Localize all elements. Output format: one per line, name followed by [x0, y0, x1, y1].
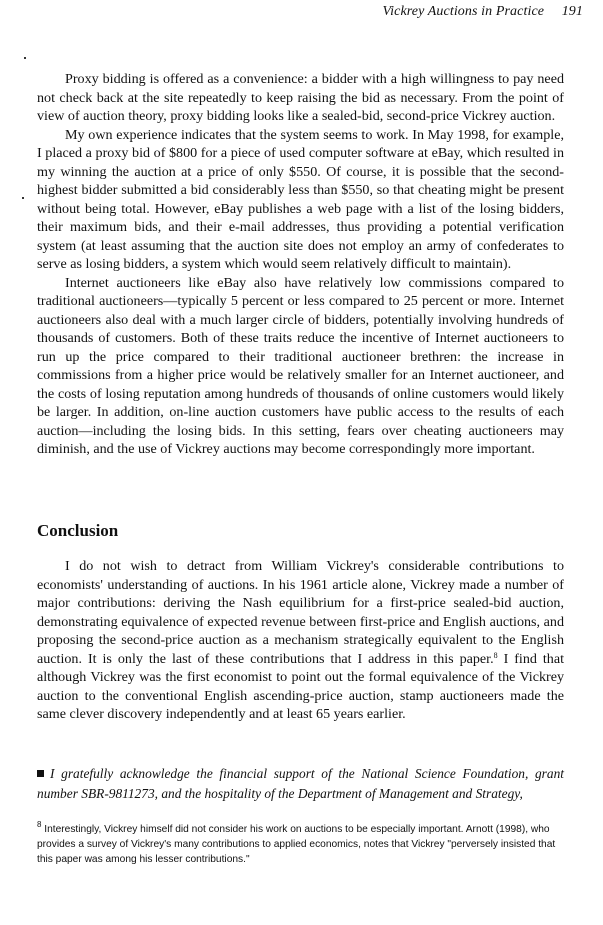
square-bullet-icon — [37, 770, 44, 777]
footnote-text: Interestingly, Vickrey himself did not consider his work on auctions to be especially important. Arnott (1998), who provides a survey of Vickrey's many contributions to applied economics, notes that Vickrey "perversely insisted that this paper was among his lesser contributions." — [37, 824, 556, 865]
paragraph — [37, 557, 564, 724]
paragraph-text: I find that although Vickrey was the first economist to point out the formal equivalence of the Vickrey auction to the conventional English ascending-price auction, stamp auctioneers made the same clever discovery independently and at least 65 years earlier. — [37, 650, 564, 722]
section-heading-conclusion: Conclusion — [37, 521, 119, 540]
footnote-reference[interactable]: 8 — [493, 650, 498, 660]
acknowledgment — [37, 764, 564, 804]
running-title: Vickrey Auctions in Practice — [382, 4, 545, 19]
acknowledgment-text: I gratefully acknowledge the financial support of the National Science Foundation, grant number SBR-9811273, and the hospitality of the Department of Management and Strategy, — [37, 766, 564, 801]
paragraph: Internet auctioneers like eBay also have relatively low commissions compared to traditional auctioneers—typically 5 percent or less compared to 25 percent or more. Internet auctioneers also deal with a much larger circle of bidders, potentially involving hundreds of thousands of customers. Both of these traits reduce the incentive of Internet auctioneers to run up the price compared to their traditional auctioneer brethren: the increase in commissions from a higher price would be relatively smaller for an Internet auctioneer, and the costs of losing reputation among hundreds of thousands of online customers would likely be larger. In addition, on-line auction customers have public access to the results of each auction—including the losing bids. In this setting, fears over cheating auctioneers may diminish, and the use of Vickrey auctions may become correspondingly more important. — [37, 274, 564, 457]
scan-artifact-dot — [22, 197, 24, 199]
paragraph-text: I do not wish to detract from William Vickrey's considerable contributions to economists' understanding of auctions. In his 1961 article alone, Vickrey made a number of major contributions: deriving the Nash equilibrium for a first-price sealed-bid auction, demonstrating equivalence of expected revenue between first-price and English auctions, and proposing the second-price auction as a mechanism strategically equivalent to the English auction. It is only the last of these contributions that I address in this paper. — [37, 558, 564, 667]
running-header — [383, 4, 583, 20]
page-number: 191 — [561, 4, 583, 19]
paragraph: My own experience indicates that the system seems to work. In May 1998, for example, I placed a proxy bid of $800 for a piece of used computer software at eBay, which resulted in my winning the auction at a price of only $550. Of course, it is possible that the second-highest bidder submitted a bid considerably less than $550, so that cheating might be present without being total. However, eBay publishes a web page with a list of the losing bidders, their maximum bids, and their e-mail addresses, thus providing a potential verification system (at least assuming that the auction site does not employ an army of confederates to serve as losing bidders, a system which would seem relatively difficult to maintain). — [37, 126, 564, 272]
scan-artifact-dot — [24, 57, 26, 59]
footnote — [37, 822, 564, 867]
footnote-marker: 8 — [37, 820, 42, 829]
paragraph: Proxy bidding is offered as a convenience: a bidder with a high willingness to pay need not check back at the site repeatedly to keep raising the bid as necessary. From the point of view of auction theory, proxy bidding looks like a sealed-bid, second-price Vickrey auction. — [37, 71, 564, 124]
section-body — [37, 70, 564, 459]
conclusion-body — [37, 557, 564, 724]
